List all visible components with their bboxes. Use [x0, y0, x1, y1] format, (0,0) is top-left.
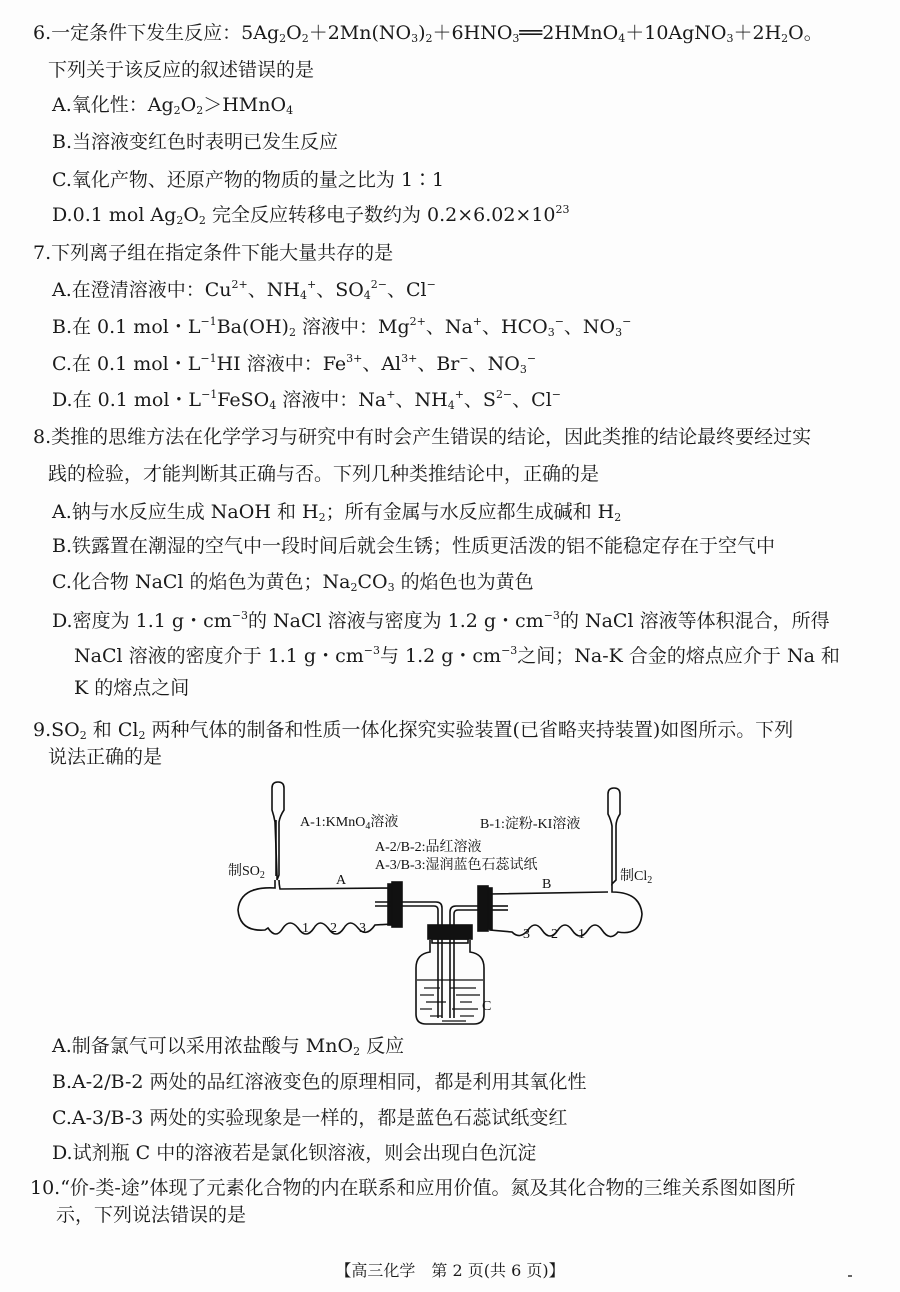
right-dropper-icon	[608, 788, 620, 884]
q6-equation: $5Ag_2O_2+2Mn(NO_3)_2+6HNO_3══2HMnO_4+10AgNO_3+2H_2O$。	[241, 22, 823, 45]
q8-stem	[33, 424, 811, 450]
option-label: B.	[52, 131, 73, 153]
label-a-pos-1: 1	[302, 921, 309, 936]
option-label: D.	[52, 1142, 73, 1164]
q7-number: 7.	[33, 242, 52, 264]
label-b-pos-3: 3	[523, 927, 530, 942]
q9-stem-line2: 说法正确的是	[48, 746, 163, 768]
q8-stem-line2: 践的检验，才能判断其正确与否。下列几种类推结论中，正确的是	[48, 463, 600, 485]
q9-option-d[interactable]	[52, 1140, 536, 1166]
apparatus-diagram	[220, 780, 660, 1030]
option-text: 当溶液变红色时表明已发生反应	[72, 131, 339, 153]
option-text: A-2/B-2 两处的品红溶液变色的原理相同，都是利用其氧化性	[72, 1071, 587, 1093]
q8-option-d-line3: K 的熔点之间	[74, 677, 190, 699]
option-text: 氧化产物、还原产物的物质的量之比为 1∶1	[71, 169, 445, 191]
q9-option-b[interactable]	[52, 1069, 587, 1095]
label-a-pos-3: 3	[359, 921, 366, 936]
option-label: D.	[52, 204, 73, 226]
option-label: B.	[52, 316, 73, 338]
label-ab3: A-3/B-3:湿润蓝色石蕊试纸	[375, 858, 538, 873]
q10-stem	[30, 1175, 796, 1201]
option-label: D.	[52, 610, 73, 632]
q7-stem-text: 下列离子组在指定条件下能大量共存的是	[51, 242, 394, 264]
q6-option-d[interactable]: D.0.1 mol $Ag_2O_2$ 完全反应转移电子数约为 $0.2\times 6.02\times 10^{23}$	[52, 203, 570, 227]
q10-stem-line2: 示，下列说法错误的是	[56, 1204, 247, 1226]
option-label: D.	[52, 389, 73, 411]
label-so2: 制$SO_2$	[228, 864, 265, 881]
tube-b-icon	[490, 884, 642, 937]
q6-option-c[interactable]	[52, 167, 444, 193]
scan-speck	[848, 1275, 852, 1277]
label-ab2: A-2/B-2:品红溶液	[375, 840, 482, 855]
label-b-pos-1: 1	[578, 927, 585, 942]
tube-a-icon	[238, 880, 392, 934]
label-b1: B-1:淀粉-KI溶液	[480, 817, 581, 832]
label-tube-b: B	[542, 877, 552, 892]
q8-option-d-line2: NaCl 溶液的密度介于 1.1 g・$cm^{-3}$与 1.2 g・$cm^{-3}$之间；Na-K 合金的熔点应介于 Na 和	[74, 644, 840, 667]
label-cl2: 制$Cl_2$	[620, 869, 653, 886]
q7-stem	[33, 240, 393, 266]
q6-option-b[interactable]	[52, 129, 338, 155]
label-b-pos-2: 2	[551, 927, 558, 942]
option-label: C.	[52, 353, 72, 375]
option-label: A.	[52, 1035, 72, 1057]
q10-number: 10.	[30, 1177, 61, 1199]
option-label: A.	[52, 501, 72, 523]
q6-stem	[33, 20, 823, 46]
q9-number: 9.	[33, 719, 52, 741]
label-a-pos-2: 2	[330, 921, 337, 936]
q6-number: 6.	[33, 22, 52, 44]
option-label: C.	[52, 571, 72, 593]
q7-option-a[interactable]: A.在澄清溶液中：$Cu^{2+}$、$NH_4^+$、$SO_4^{2-}$、Cl−	[52, 278, 436, 302]
q8-option-a[interactable]: A.钠与水反应生成 NaOH 和 $H_2$；所有金属与水反应都生成碱和 $H_2$	[52, 501, 622, 524]
label-bottle-c: C	[482, 999, 492, 1014]
label-a1: A-1:KMnO$_4$溶液	[300, 815, 399, 832]
q8-number: 8.	[33, 426, 52, 448]
option-text: A-3/B-3 两处的实验现象是一样的，都是蓝色石蕊试纸变红	[71, 1107, 568, 1129]
left-dropper-icon	[272, 782, 284, 880]
q9-option-a[interactable]: A.制备氯气可以采用浓盐酸与 MnO$_2$ 反应	[52, 1035, 405, 1058]
option-label: C.	[52, 169, 72, 191]
option-text: 试剂瓶 C 中的溶液若是氯化钡溶液，则会出现白色沉淀	[72, 1142, 537, 1164]
option-label: B.	[52, 1071, 73, 1093]
option-text: 铁露置在潮湿的空气中一段时间后就会生锈；性质更活泼的铝不能稳定存在于空气中	[72, 535, 776, 557]
option-label: C.	[52, 1107, 72, 1129]
option-label: A.	[52, 94, 72, 116]
q8-option-b[interactable]	[52, 533, 775, 559]
q8-stem-text: 类推的思维方法在化学学习与研究中有时会产生错误的结论，因此类推的结论最终要经过实	[51, 426, 812, 448]
q6-stem-text: 一定条件下发生反应：	[51, 22, 242, 44]
q8-option-d[interactable]: D.密度为 1.1 g・$cm^{-3}$的 NaCl 溶液与密度为 1.2 g・$cm^{-3}$的 NaCl 溶液等体积混合，所得	[52, 609, 830, 632]
label-tube-a: A	[336, 873, 347, 888]
q7-option-c[interactable]: C.在 0.1 mol・$L^{-1}HI$ 溶液中：$Fe^{3+}$、$Al^{3+}$、Br−、$NO_3^-$	[52, 352, 537, 376]
q6-option-a[interactable]: A.氧化性：$Ag_2O_2>HMnO_4$	[52, 94, 294, 117]
q6-stem-line2: 下列关于该反应的叙述错误的是	[48, 59, 315, 81]
option-label: B.	[52, 535, 73, 557]
q9-option-c[interactable]	[52, 1105, 567, 1131]
q9-stem: $9.SO_2$ 和 $Cl_2$ 两种气体的制备和性质一体化探究实验装置(已省略夹持装置)如图所示。下列	[33, 719, 794, 742]
q10-stem-text: “价-类-途”体现了元素化合物的内在联系和应用价值。氮及其化合物的三维关系图如图所	[60, 1177, 796, 1199]
q7-option-d[interactable]: D.在 0.1 mol・$L^{-1}FeSO_4$ 溶液中：Na+、$NH_4^+$、$S^{2-}$、Cl−	[52, 388, 561, 412]
page-footer: 【高三化学 第 2 页(共 6 页)】	[335, 1261, 565, 1280]
q7-option-b[interactable]: B.在 0.1 mol・$L^{-1}Ba(OH)_2$ 溶液中：$Mg^{2+}$、Na+、$HCO_3^-$、$NO_3^-$	[52, 315, 632, 339]
q8-option-c[interactable]: C.化合物 NaCl 的焰色为黄色；$Na_2CO_3$ 的焰色也为黄色	[52, 571, 534, 594]
option-label: A.	[52, 279, 72, 301]
